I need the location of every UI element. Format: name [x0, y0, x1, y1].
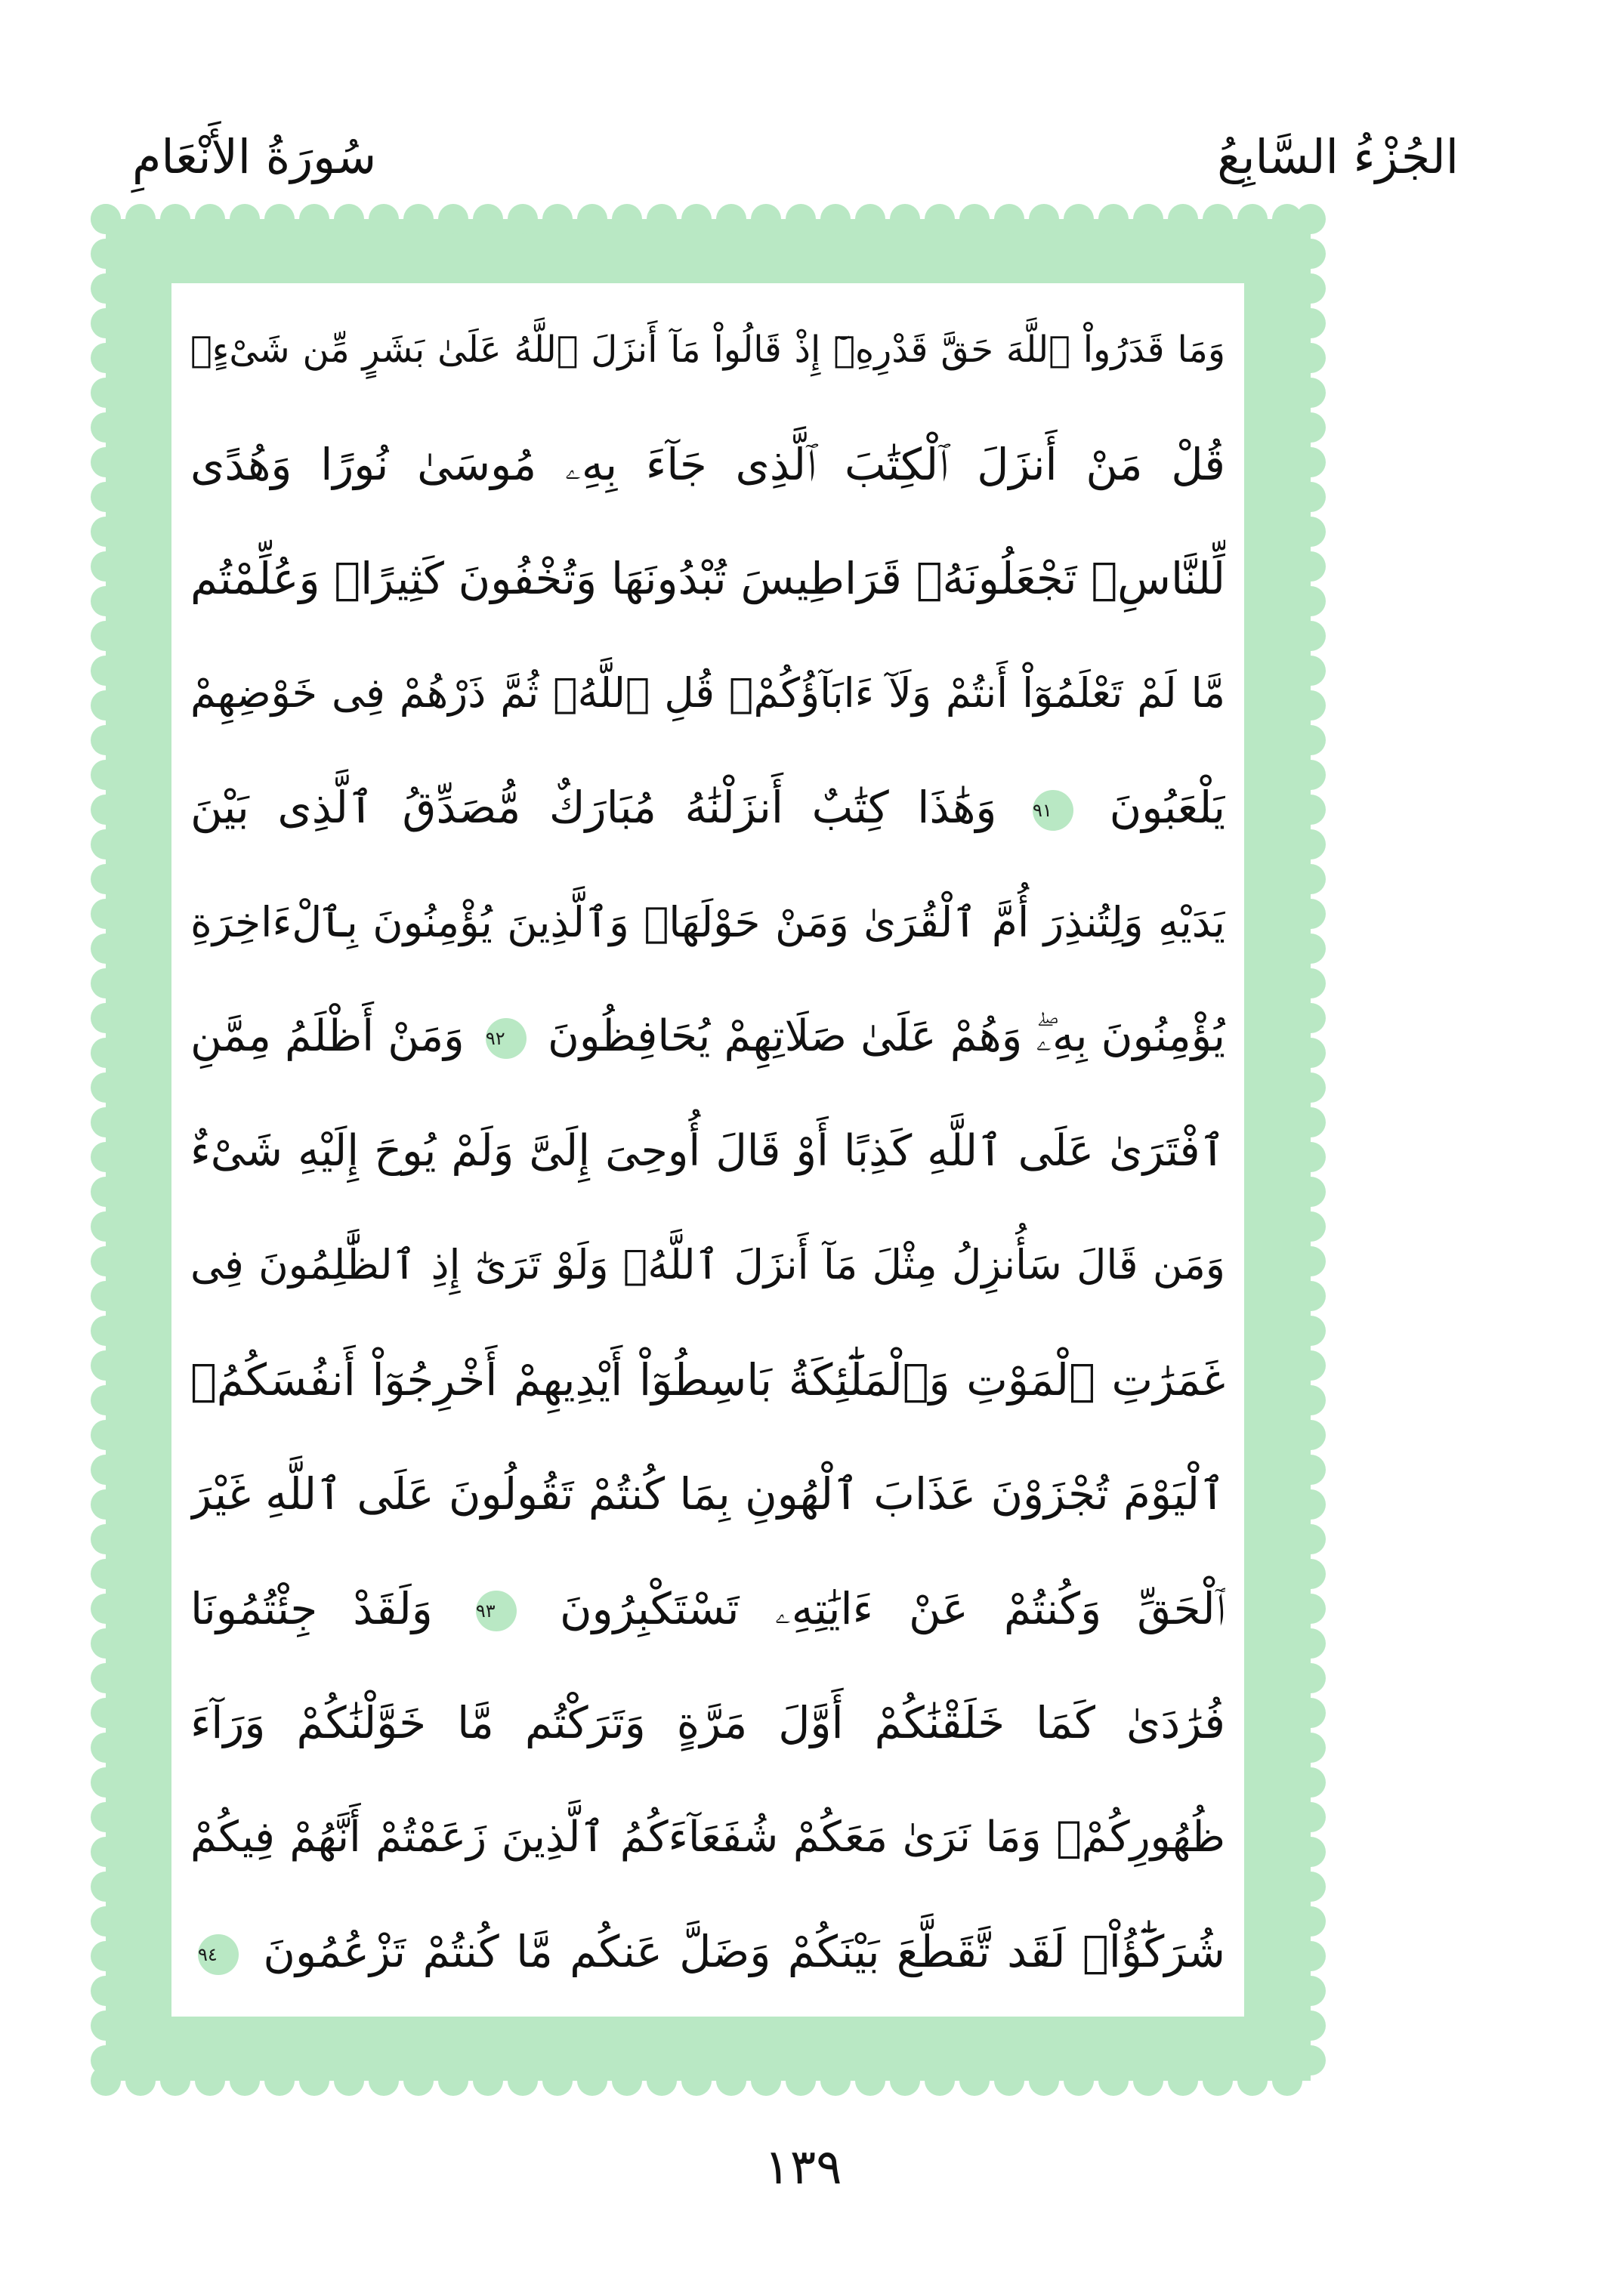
verse-text: يُؤْمِنُونَ بِهِۦۖ وَهُمْ عَلَىٰ صَلَاتِهِمْ يُحَافِظُونَ: [548, 1011, 1225, 1061]
verse-line: [190, 529, 1225, 628]
ayah-number-marker: [476, 1591, 517, 1631]
ayah-number-marker: [198, 1934, 239, 1975]
page-number: ١٣٩: [764, 2140, 842, 2196]
verse-text: ٱلْيَوْمَ تُجْزَوْنَ عَذَابَ ٱلْهُونِ بِمَا كُنتُمْ تَقُولُونَ عَلَى ٱللَّهِ غَيْرَ: [190, 1468, 1225, 1520]
verse-line: [190, 986, 1225, 1086]
verse-text: وَمَن قَالَ سَأُنزِلُ مِثْلَ مَآ أَنزَلَ ٱللَّهُۗ وَلَوْ تَرَىٰٓ إِذِ ٱلظَّٰلِمُونَ فِى: [190, 1241, 1225, 1288]
ayah-number: ٩١: [1033, 799, 1052, 821]
verse-line: [190, 1788, 1225, 1887]
verse-line: [190, 1215, 1225, 1315]
verse-line: [190, 1673, 1225, 1773]
ayah-number: ٩٢: [485, 1028, 505, 1050]
text-panel: [171, 283, 1244, 2017]
verse-line: [190, 1444, 1225, 1544]
verse-text: ٱفْتَرَىٰ عَلَى ٱللَّهِ كَذِبًا أَوْ قَالَ أُوحِىَ إِلَىَّ وَلَمْ يُوحَ إِلَيْهِ شَىْءٌ: [190, 1125, 1225, 1176]
verse-text: قُلْ مَنْ أَنزَلَ ٱلْكِتَٰبَ ٱلَّذِى جَآءَ بِهِۦ مُوسَىٰ نُورًا وَهُدًى: [190, 438, 1225, 490]
verse-line: [190, 1559, 1225, 1659]
surah-title: سُورَةُ الأَنْعَامِ: [132, 129, 377, 184]
verse-text: شُرَكَٰٓؤُاْۚ لَقَد تَّقَطَّعَ بَيْنَكُمْ وَضَلَّ عَنكُم مَّا كُنتُمْ تَزْعُمُونَ: [263, 1926, 1225, 1977]
verse-line: [190, 1902, 1225, 2001]
verse-text: ظُهُورِكُمْۖ وَمَا نَرَىٰ مَعَكُمْ شُفَعَآءَكُمُ ٱلَّذِينَ زَعَمْتُمْ أَنَّهُمْ فِيكُمْ: [190, 1812, 1225, 1862]
verse-text: وَمَا قَدَرُواْ ٱللَّهَ حَقَّ قَدْرِهِۦٓ إِذْ قَالُواْ مَآ أَنزَلَ ٱللَّهُ عَلَىٰ بَشَرٍ مِّن شَىْءٍۗ: [190, 329, 1225, 371]
verse-line: [190, 300, 1225, 400]
verse-line: [190, 1330, 1225, 1430]
verse-text: لِّلنَّاسِۖ تَجْعَلُونَهُۥ قَرَاطِيسَ تُبْدُونَهَا وَتُخْفُونَ كَثِيرًاۖ وَعُلِّمْتُم: [190, 553, 1225, 604]
verse-text: ٱلْحَقِّ وَكُنتُمْ عَنْ ءَايَٰتِهِۦ تَسْتَكْبِرُونَ: [560, 1582, 1225, 1634]
ayah-number-marker: [486, 1018, 527, 1059]
juz-title: الجُزْءُ السَّابِعُ: [1217, 129, 1459, 184]
ayah-number: ٩٣: [475, 1600, 496, 1622]
verse-line: [190, 415, 1225, 514]
verse-line: [190, 1101, 1225, 1201]
verse-text: يَلْعَبُونَ: [1109, 782, 1225, 833]
verse-line: [190, 643, 1225, 743]
verse-text: وَمَنْ أَظْلَمُ مِمَّنِ: [190, 1011, 465, 1061]
verse-text: وَلَقَدْ جِئْتُمُونَا: [190, 1582, 433, 1634]
verse-line: [190, 872, 1225, 972]
verse-text: وَهَٰذَا كِتَٰبٌ أَنزَلْنَٰهُ مُبَارَكٌ مُّصَدِّقُ ٱلَّذِى بَيْنَ: [190, 782, 997, 833]
ayah-number: ٩٤: [198, 1943, 218, 1965]
verse-text: مَّا لَمْ تَعْلَمُوٓاْ أَنتُمْ وَلَآ ءَابَآؤُكُمْۖ قُلِ ٱللَّهُۖ ثُمَّ ذَرْهُمْ فِى خَوْضِهِمْ: [190, 668, 1225, 717]
verse-line: [190, 758, 1225, 857]
verse-text: غَمَرَٰتِ ٱلْمَوْتِ وَٱلْمَلَٰٓئِكَةُ بَاسِطُوٓاْ أَيْدِيهِمْ أَخْرِجُوٓاْ أَنفُسَكُمُۖ: [190, 1353, 1225, 1406]
verse-text: يَدَيْهِ وَلِتُنذِرَ أُمَّ ٱلْقُرَىٰ وَمَنْ حَوْلَهَاۚ وَٱلَّذِينَ يُؤْمِنُونَ بِٱلْءَاخِرَةِ: [190, 897, 1225, 946]
verse-text: فُرَٰدَىٰ كَمَا خَلَقْنَٰكُمْ أَوَّلَ مَرَّةٍ وَتَرَكْتُم مَّا خَوَّلْنَٰكُمْ وَرَآءَ: [190, 1697, 1225, 1748]
ayah-number-marker: [1033, 790, 1073, 831]
page-header: [0, 113, 1606, 204]
